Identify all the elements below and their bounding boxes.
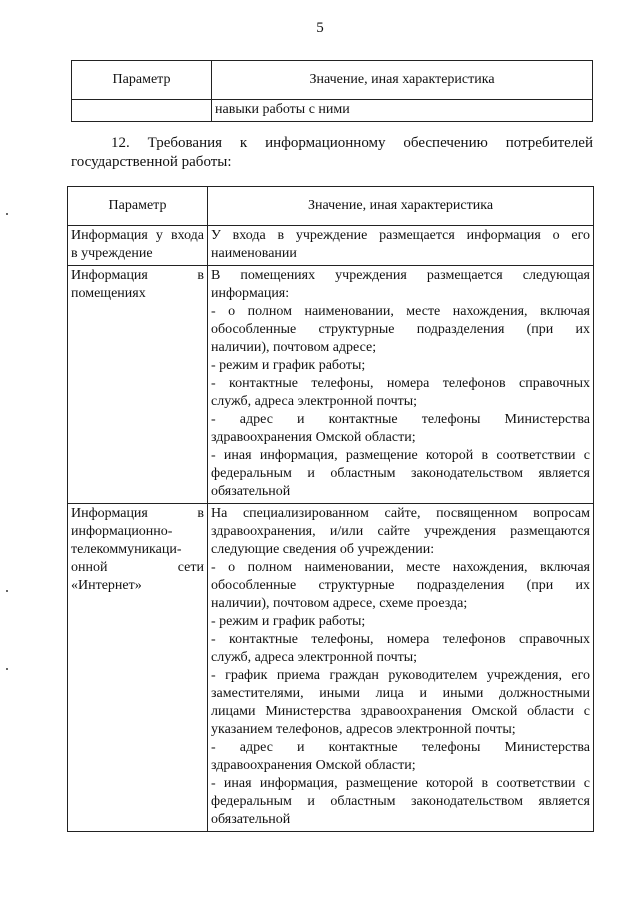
value-line: - иная информация, размещение которой в соответствии с [211, 448, 590, 463]
value-line: - о полном наименовании, месте нахождения, включая [211, 304, 590, 319]
value-line: информация: [211, 286, 290, 301]
value-line: здравоохранения Омской области; [211, 430, 416, 445]
value-line: следующие сведения об учреждении: [211, 542, 435, 557]
value-line: обособленные структурные подразделения (при их [211, 578, 590, 593]
value-line: У входа в учреждение размещается информация о его [211, 228, 590, 243]
value-line: - о полном наименовании, месте нахождения, включая [211, 560, 590, 575]
value-line: федеральным и областным законодательством является [211, 466, 590, 481]
section-heading-line: 12. Требования к информационному обеспечению потребителей [111, 135, 593, 151]
header-value: Значение, иная характеристика [208, 187, 594, 226]
value-line: здравоохранения Омской области; [211, 758, 416, 773]
param-line: «Интернет» [71, 578, 142, 593]
table-row [72, 100, 593, 122]
param-line: онной сети [71, 560, 204, 575]
value-line: наличии), почтовом адресе, схеме проезда; [211, 596, 468, 611]
value-line: - график приема граждан руководителем учреждения, его [211, 668, 590, 683]
scan-speck [6, 590, 8, 592]
param-line: в учреждение [71, 246, 153, 261]
table-header-row [72, 61, 593, 100]
cell-value [208, 226, 594, 266]
value-line: - контактные телефоны, номера телефонов справочных [211, 632, 590, 647]
header-value: Значение, иная характеристика [212, 61, 593, 100]
table-row [68, 226, 594, 266]
page-number: 5 [316, 20, 324, 36]
value-line: наличии), почтовом адресе; [211, 340, 377, 355]
cell-param [72, 100, 212, 122]
value-line: обязательной [211, 484, 291, 499]
param-line: телекоммуникаци- [71, 542, 182, 557]
cell-value: навыки работы с ними [212, 100, 593, 122]
value-line: На специализированном сайте, посвященном вопросам [211, 506, 590, 521]
cell-param [68, 504, 208, 832]
value-line: служб, адреса электронной почты; [211, 650, 418, 665]
scan-speck [6, 213, 8, 215]
param-line: Информация у входа [71, 228, 204, 243]
param-line: информационно- [71, 524, 173, 539]
value-line: указанием телефонов, адресов электронной почты; [211, 722, 516, 737]
header-param: Параметр [72, 61, 212, 100]
param-line: Информация в [71, 506, 204, 521]
value-line: В помещениях учреждения размещается следующая [211, 268, 590, 283]
scan-speck [6, 668, 8, 670]
value-line: заместителями, иными лица и иными должностными [211, 686, 590, 701]
header-param: Параметр [68, 187, 208, 226]
table-header-row [68, 187, 594, 226]
value-line: - режим и график работы; [211, 358, 366, 373]
requirements-table-continued [71, 60, 593, 122]
value-line: служб, адреса электронной почты; [211, 394, 418, 409]
value-line: лицами Министерства здравоохранения Омской области с [211, 704, 590, 719]
value-line: - иная информация, размещение которой в соответствии с [211, 776, 590, 791]
param-line: помещениях [71, 286, 146, 301]
value-line: - режим и график работы; [211, 614, 366, 629]
value-line: обособленные структурные подразделения (при их [211, 322, 590, 337]
table-row [68, 504, 594, 832]
value-line: обязательной [211, 812, 291, 827]
value-line: здравоохранения, и/или сайте учреждения размещаются [211, 524, 590, 539]
value-line: - адрес и контактные телефоны Министерства [211, 412, 590, 427]
value-line: - контактные телефоны, номера телефонов справочных [211, 376, 590, 391]
cell-value [208, 266, 594, 504]
value-line: наименовании [211, 246, 297, 261]
section-heading-line: государственной работы: [71, 154, 232, 170]
table-row [68, 266, 594, 504]
info-requirements-table [67, 186, 594, 832]
value-line: федеральным и областным законодательством является [211, 794, 590, 809]
section-12-heading [71, 134, 593, 172]
value-line: - адрес и контактные телефоны Министерства [211, 740, 590, 755]
cell-value [208, 504, 594, 832]
cell-param [68, 266, 208, 504]
param-line: Информация в [71, 268, 204, 283]
cell-param [68, 226, 208, 266]
